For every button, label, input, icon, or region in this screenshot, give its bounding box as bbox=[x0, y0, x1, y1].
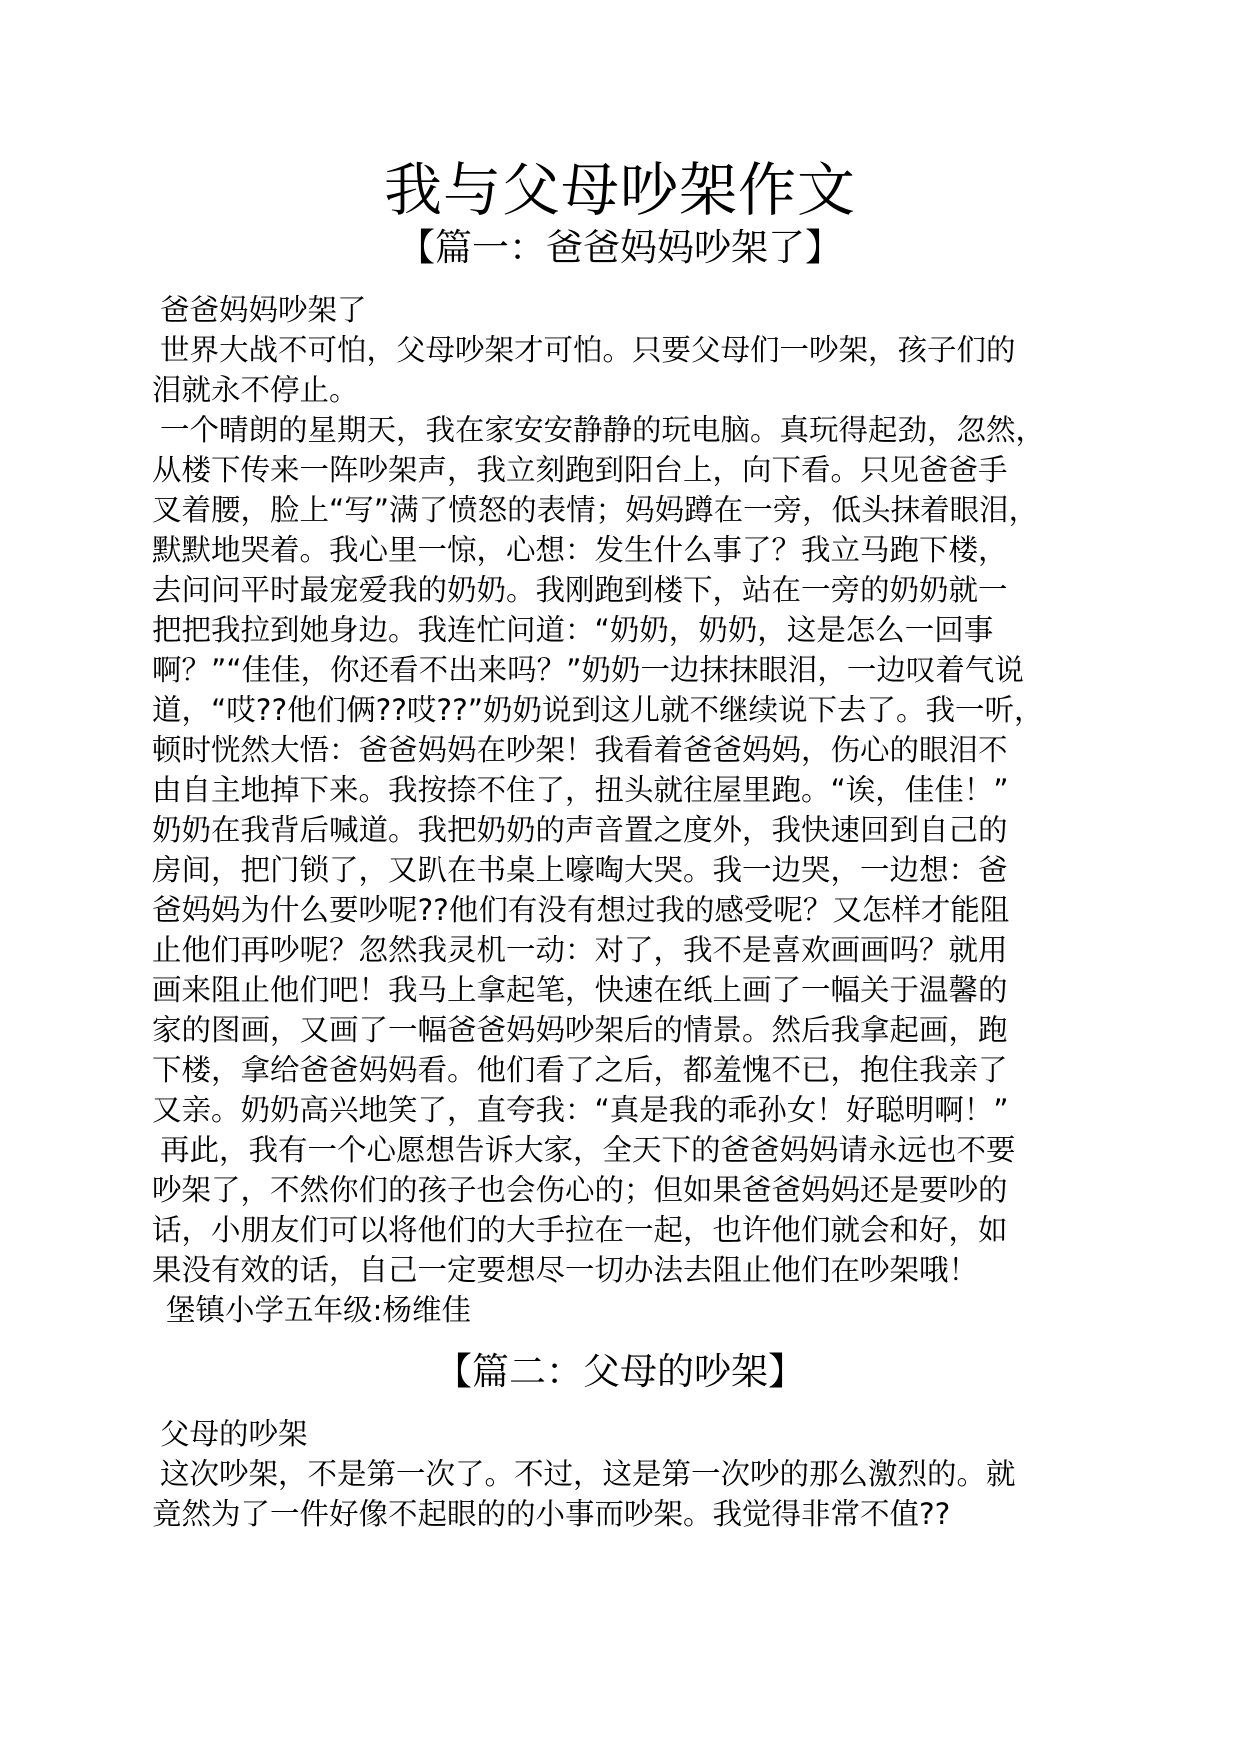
paragraph-line: 止他们再吵呢？忽然我灵机一动：对了，我不是喜欢画画吗？就用 bbox=[152, 933, 1008, 967]
paragraph-line: 果没有效的话，自己一定要想尽一切办法去阻止他们在吵架哦！ bbox=[152, 1253, 979, 1287]
paragraph-line: 默默地哭着。我心里一惊，心想：发生什么事了？我立马跑下楼， bbox=[152, 533, 1008, 567]
paragraph-line: 去问问平时最宠爱我的奶奶。我刚跑到楼下，站在一旁的奶奶就一 bbox=[152, 573, 1008, 607]
paragraph-line: 道，“哎??他们俩??哎??”奶奶说到这儿就不继续说下去了。我一听， bbox=[152, 693, 1044, 727]
section-1-heading: 【篇一：爸爸妈妈吵架了】 bbox=[398, 226, 842, 269]
paragraph-line: 话，小朋友们可以将他们的大手拉在一起，也许他们就会和好，如 bbox=[152, 1213, 1008, 1247]
paragraph-line: 房间，把门锁了，又趴在书桌上嚎啕大哭。我一边哭，一边想：爸 bbox=[152, 853, 1008, 887]
paragraph-line: 下楼，拿给爸爸妈妈看。他们看了之后，都羞愧不已，抱住我亲了 bbox=[152, 1053, 1008, 1087]
paragraph-line: 一个晴朗的星期天，我在家安安静静的玩电脑。真玩得起劲，忽然， bbox=[160, 413, 1046, 447]
section-2-heading: 【篇二：父母的吵架】 bbox=[435, 1350, 805, 1393]
paragraph-line: 爸妈妈为什么要吵呢??他们有没有想过我的感受呢？又怎样才能阻 bbox=[152, 893, 1010, 927]
paragraph-line: 啊？”“佳佳，你还看不出来吗？”奶奶一边抹抹眼泪，一边叹着气说 bbox=[152, 653, 1024, 687]
author-line: 堡镇小学五年级:杨维佳 bbox=[166, 1293, 471, 1327]
paragraph-line: 这次吵架，不是第一次了。不过，这是第一次吵的那么激烈的。就 bbox=[160, 1457, 1016, 1491]
paragraph-line: 奶奶在我背后喊道。我把奶奶的声音置之度外，我快速回到自己的 bbox=[152, 813, 1008, 847]
paragraph-line: 家的图画，又画了一幅爸爸妈妈吵架后的情景。然后我拿起画，跑 bbox=[152, 1013, 1008, 1047]
section-1-subtitle: 爸爸妈妈吵架了 bbox=[160, 293, 367, 327]
paragraph-line: 把把我拉到她身边。我连忙问道：“奶奶，奶奶，这是怎么一回事 bbox=[152, 613, 994, 647]
paragraph-line: 顿时恍然大悟：爸爸妈妈在吵架！我看着爸爸妈妈，伤心的眼泪不 bbox=[152, 733, 1008, 767]
paragraph-line: 竟然为了一件好像不起眼的的小事而吵架。我觉得非常不值?? bbox=[152, 1497, 951, 1531]
paragraph-line: 叉着腰，脸上“写”满了愤怒的表情；妈妈蹲在一旁，低头抹着眼泪， bbox=[152, 493, 1039, 527]
paragraph-line: 又亲。奶奶高兴地笑了，直夸我：“真是我的乖孙女！好聪明啊！” bbox=[152, 1093, 1009, 1127]
paragraph-line: 泪就永不停止。 bbox=[152, 373, 359, 407]
paragraph-line: 从楼下传来一阵吵架声，我立刻跑到阳台上，向下看。只见爸爸手 bbox=[152, 453, 1008, 487]
paragraph-line: 吵架了，不然你们的孩子也会伤心的；但如果爸爸妈妈还是要吵的 bbox=[152, 1173, 1008, 1207]
document-title: 我与父母吵架作文 bbox=[383, 156, 856, 224]
paragraph-line: 由自主地掉下来。我按捺不住了，扭头就往屋里跑。“诶，佳佳！” bbox=[152, 773, 1009, 807]
paragraph-line: 再此，我有一个心愿想告诉大家，全天下的爸爸妈妈请永远也不要 bbox=[160, 1133, 1016, 1167]
section-2-subtitle: 父母的吵架 bbox=[160, 1417, 308, 1451]
paragraph-line: 世界大战不可怕，父母吵架才可怕。只要父母们一吵架，孩子们的 bbox=[160, 333, 1016, 367]
paragraph-line: 画来阻止他们吧！我马上拿起笔，快速在纸上画了一幅关于温馨的 bbox=[152, 973, 1008, 1007]
